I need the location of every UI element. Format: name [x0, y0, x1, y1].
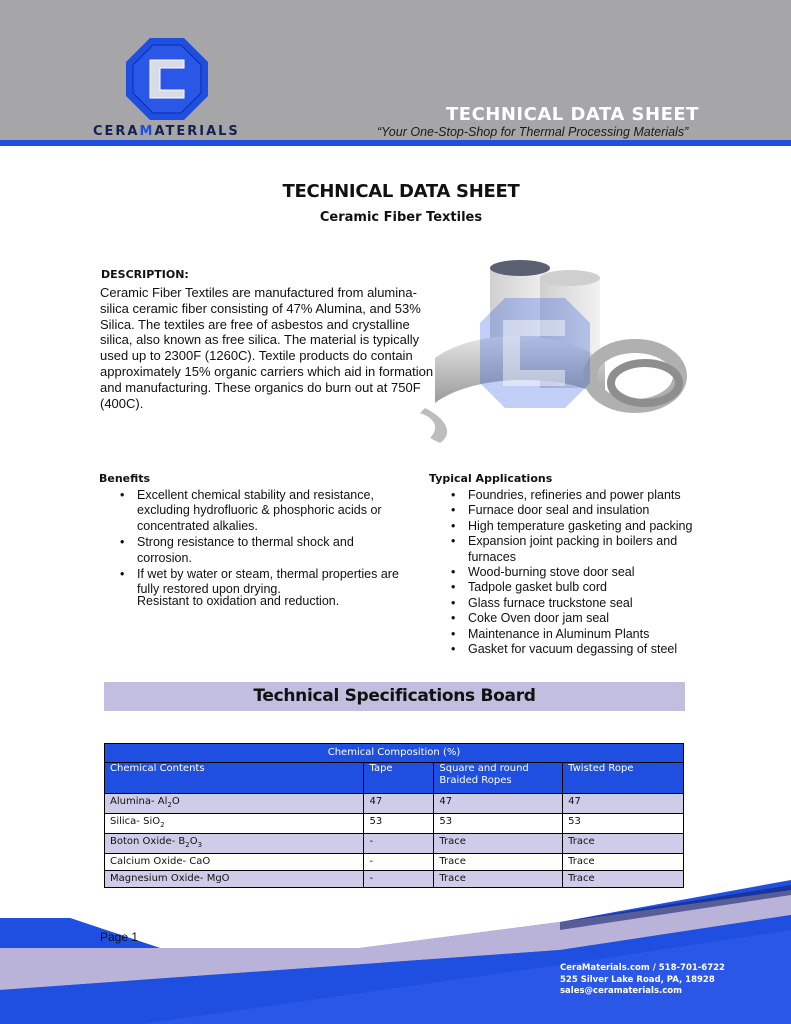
tape-value: - [364, 871, 434, 888]
twisted-value: 47 [563, 794, 684, 814]
chemical-name: Alumina- $Al_2O$ [105, 794, 364, 814]
list-item: • Tadpole gasket bulb cord [451, 580, 607, 595]
list-item: • Excellent chemical stability and resistance, excluding hydrofluoric & phosphoric acids or concentrated alkalies. [120, 488, 382, 533]
document-title: TECHNICAL DATA SHEET [282, 181, 520, 202]
column-header: Twisted Rope [563, 763, 684, 794]
bullet-icon: • [451, 580, 456, 595]
product-photo [415, 258, 690, 448]
braided-value: Trace [434, 871, 563, 888]
braided-value: 53 [434, 814, 563, 834]
list-item: • Furnace door seal and insulation [451, 503, 650, 518]
table-row [105, 834, 684, 854]
bullet-icon: • [120, 535, 125, 550]
ceramaterials-logo-icon [126, 38, 208, 120]
column-header: Tape [364, 763, 434, 794]
contact-address: 525 Silver Lake Road, PA, 18928 [560, 974, 715, 985]
benefits-list [120, 488, 399, 599]
list-item: • Glass furnace truckstone seal [451, 595, 633, 610]
list-item: • Coke Oven door jam seal [451, 611, 610, 626]
footer-contact [560, 963, 725, 998]
list-item: • If wet by water or steam, thermal properties are fully restored upon drying. [120, 567, 399, 597]
table-caption-row [105, 744, 684, 763]
applications-heading: Typical Applications [429, 472, 553, 485]
tape-value: - [364, 834, 434, 854]
twisted-value: Trace [563, 834, 684, 854]
twisted-value: 53 [563, 814, 684, 834]
bullet-icon: • [451, 565, 456, 580]
contact-website-phone[interactable]: CeraMaterials.com / 518-701-6722 [560, 963, 725, 973]
chemical-name: Calcium Oxide- CaO [105, 854, 364, 871]
chemical-composition-table [104, 743, 684, 888]
document-subtitle: Ceramic Fiber Textiles [319, 210, 483, 225]
table-row [105, 814, 684, 834]
table-header-row [105, 763, 684, 794]
chemical-name: Silica- SiO$_2$ [105, 814, 364, 834]
contact-email[interactable]: sales@ceramaterials.com [560, 986, 682, 996]
bullet-icon: • [120, 567, 125, 582]
description-body: Ceramic Fiber Textiles are manufactured from alumina-silica ceramic fiber consisting of 47% Alumina, and 53% Silica. The textiles are free of asbestos and crystalline silica, also known as free silica. The material is typically used up to 2300F (1260C). Textile products do contain approximately 15% organic carriers which aid in formation and manufacturing. These organics do burn out at 750F (400C). [100, 285, 434, 411]
footer-art [0, 870, 791, 1024]
list-item: • Wood-burning stove door seal [451, 565, 635, 580]
table-row [105, 854, 684, 871]
chemical-name: Magnesium Oxide- MgO [105, 871, 364, 888]
bullet-icon: • [451, 595, 456, 610]
twisted-value: Trace [563, 871, 684, 888]
column-header: Square and round Braided Ropes [434, 763, 563, 794]
bullet-icon: • [451, 534, 456, 549]
list-item: • High temperature gasketing and packing [451, 518, 693, 533]
header-title: TECHNICAL DATA SHEET [446, 104, 699, 125]
twisted-value: Trace [563, 854, 684, 871]
list-item: • Strong resistance to thermal shock and corrosion. [120, 535, 354, 565]
bullet-icon: • [451, 503, 456, 518]
benefits-heading: Benefits [99, 472, 151, 485]
braided-value: 47 [434, 794, 563, 814]
list-item: • Expansion joint packing in boilers and furnaces [451, 534, 678, 564]
page-number: Page 1 [100, 930, 139, 944]
tape-value: - [364, 854, 434, 871]
chemical-name: Boton Oxide- $B_2O_3$ [105, 834, 364, 854]
bullet-icon: • [120, 488, 125, 502]
bullet-icon: • [451, 642, 456, 657]
table-caption: Chemical Composition (%) [105, 744, 684, 763]
logo-wordmark: CERAMATERIALS [93, 124, 240, 139]
list-item: • Maintenance in Aluminum Plants [451, 626, 650, 641]
header-tagline: “Your One-Stop-Shop for Thermal Processing Materials” [377, 125, 689, 139]
spec-board-title: Technical Specifications Board [104, 682, 685, 711]
bullet-icon: • [451, 626, 456, 641]
bullet-icon: • [451, 611, 456, 626]
list-item: • Gasket for vacuum degassing of steel [451, 642, 678, 657]
header-rule [0, 140, 791, 146]
benefits-extra-line: Resistant to oxidation and reduction. [137, 594, 340, 608]
braided-value: Trace [434, 854, 563, 871]
applications-list [451, 488, 708, 657]
tape-value: 53 [364, 814, 434, 834]
bullet-icon: • [451, 488, 456, 502]
description-heading: DESCRIPTION: [101, 268, 189, 281]
tape-value: 47 [364, 794, 434, 814]
list-item: • Foundries, refineries and power plants [451, 488, 681, 502]
table-row [105, 794, 684, 814]
bullet-icon: • [451, 518, 456, 533]
column-header: Chemical Contents [105, 763, 364, 794]
braided-value: Trace [434, 834, 563, 854]
